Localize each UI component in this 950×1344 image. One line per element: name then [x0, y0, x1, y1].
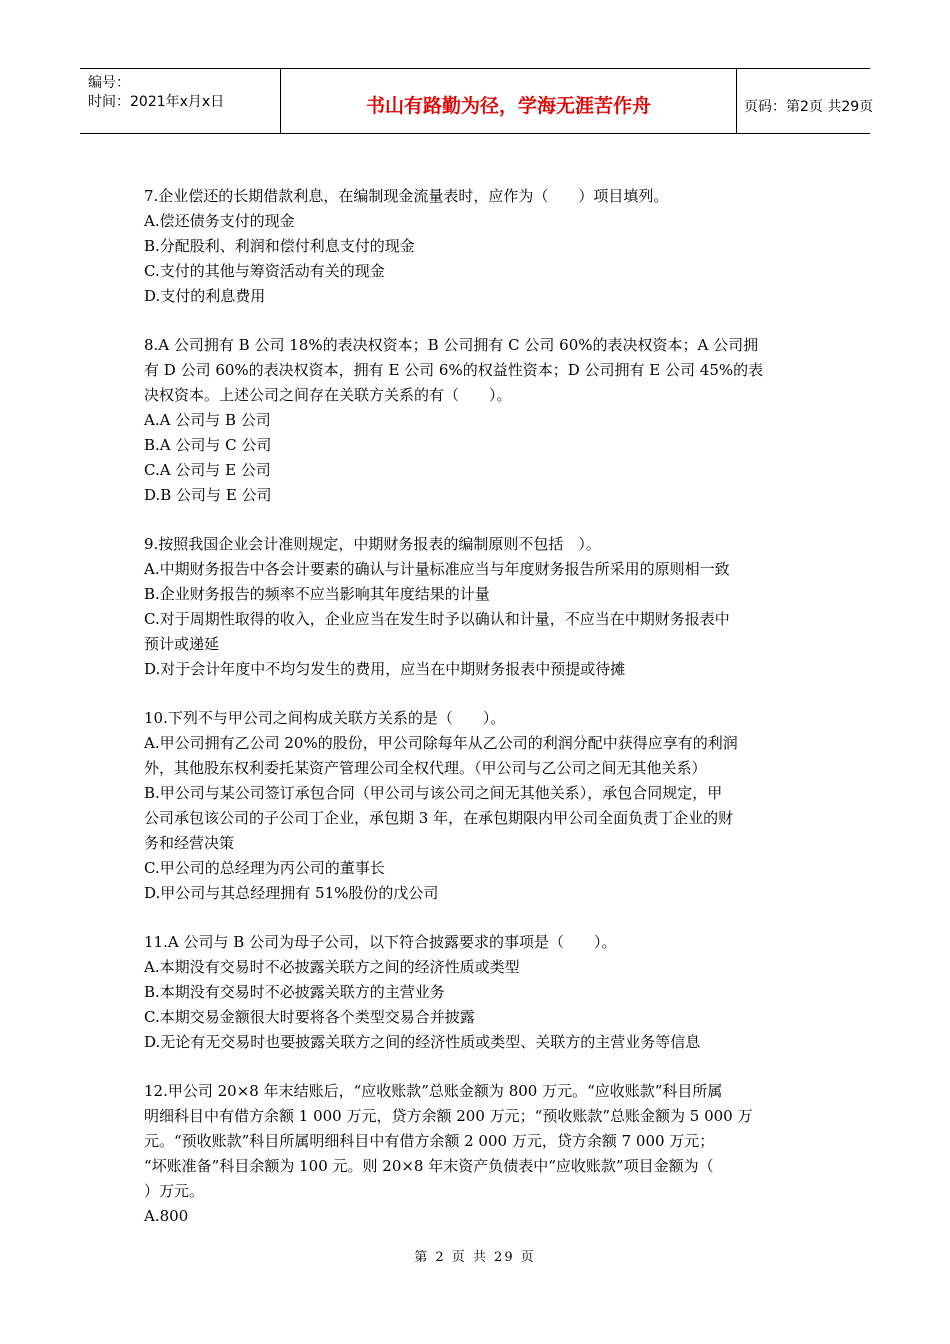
- question-12: [144, 1079, 810, 1229]
- option: A.800: [144, 1207, 189, 1225]
- option: B.A 公司与 C 公司: [144, 436, 272, 454]
- option: A.偿还债务支付的现金: [144, 212, 295, 230]
- option: A.本期没有交易时不必披露关联方之间的经济性质或类型: [144, 958, 520, 976]
- option: C.本期交易金额很大时要将各个类型交易合并披露: [144, 1008, 475, 1026]
- option: D.甲公司与其总经理拥有 51%股份的戊公司: [144, 884, 439, 902]
- option: D.无论有无交易时也要披露关联方之间的经济性质或类型、关联方的主营业务等信息: [144, 1033, 701, 1051]
- option: D.B 公司与 E 公司: [144, 486, 272, 504]
- option: A.A 公司与 B 公司: [144, 411, 271, 429]
- option: B.本期没有交易时不必披露关联方的主营业务: [144, 983, 445, 1001]
- question-stem: “坏账准备”科目余额为 100 元。则 20×8 年末资产负债表中“应收账款”项目金额为（: [144, 1157, 714, 1175]
- option: 预计或递延: [144, 635, 220, 653]
- question-list: [144, 184, 810, 1253]
- option: B.甲公司与某公司签订承包合同（甲公司与该公司之间无其他关系），承包合同规定，甲: [144, 784, 723, 802]
- option: A.中期财务报告中各会计要素的确认与计量标准应当与年度财务报告所采用的原则相一致: [144, 560, 730, 578]
- option: B.分配股利、利润和偿付利息支付的现金: [144, 237, 415, 255]
- option: C.支付的其他与筹资活动有关的现金: [144, 262, 385, 280]
- option: D.对于会计年度中不均匀发生的费用，应当在中期财务报表中预提或待摊: [144, 660, 626, 678]
- question-stem: 12.甲公司 20×8 年末结账后，“应收账款”总账金额为 800 万元。“应收账款”科目所属: [144, 1082, 723, 1100]
- option: D.支付的利息费用: [144, 287, 266, 305]
- question-stem: 10.下列不与甲公司之间构成关联方关系的是（ ）。: [144, 709, 506, 727]
- question-11: [144, 930, 810, 1055]
- question-stem: 9.按照我国企业会计准则规定，中期财务报表的编制原则不包括 ）。: [144, 535, 601, 553]
- question-stem: 7.企业偿还的长期借款利息，在编制现金流量表时，应作为（ ）项目填列。: [144, 187, 669, 205]
- option: A.甲公司拥有乙公司 20%的股份，甲公司除每年从乙公司的利润分配中获得应享有的利润: [144, 734, 738, 752]
- question-stem: 元。“预收账款”科目所属明细科目中有借方余额 2 000 万元，贷方余额 7 000 万元；: [144, 1132, 715, 1150]
- option: 外，其他股东权利委托某资产管理公司全权代理。（甲公司与乙公司之间无其他关系）: [144, 759, 707, 777]
- question-stem: 明细科目中有借方余额 1 000 万元，贷方余额 200 万元；“预收账款”总账金额为 5 000 万: [144, 1107, 753, 1125]
- question-stem: ）万元。: [144, 1182, 205, 1200]
- option: C.A 公司与 E 公司: [144, 461, 271, 479]
- question-9: [144, 532, 810, 682]
- page-header: [80, 68, 874, 134]
- option: C.对于周期性取得的收入，企业应当在发生时予以确认和计量，不应当在中期财务报表中: [144, 610, 730, 628]
- question-7: [144, 184, 810, 309]
- question-stem: 8.A 公司拥有 B 公司 18%的表决权资本；B 公司拥有 C 公司 60%的表决权资本；A 公司拥: [144, 336, 759, 354]
- question-8: [144, 333, 810, 508]
- question-stem: 11.A 公司与 B 公司为母子公司，以下符合披露要求的事项是（ ）。: [144, 933, 617, 951]
- header-motto-cell: [281, 69, 737, 133]
- option: 公司承包该公司的子公司丁企业，承包期 3 年，在承包期限内甲公司全面负责丁企业的财: [144, 809, 734, 827]
- page-footer: 第 2 页 共 29 页: [414, 1250, 536, 1265]
- option: B.企业财务报告的频率不应当影响其年度结果的计量: [144, 585, 490, 603]
- motto: 书山有路勤为径，学海无涯苦作舟: [365, 95, 651, 117]
- question-10: [144, 706, 810, 906]
- option: C.甲公司的总经理为丙公司的董事长: [144, 859, 385, 877]
- option: 务和经营决策: [144, 834, 235, 852]
- header-meta-cell: [80, 69, 281, 133]
- header-page-cell: [737, 69, 874, 133]
- time-label: 时间：2021年x月x日: [88, 94, 225, 110]
- page-info: 页码：第2页 共29页: [744, 99, 874, 115]
- question-stem: 决权资本。上述公司之间存在关联方关系的有（ ）。: [144, 386, 512, 404]
- code-label: 编号：: [88, 75, 130, 91]
- question-stem: 有 D 公司 60%的表决权资本，拥有 E 公司 6%的权益性资本；D 公司拥有 E 公司 45%的表: [144, 361, 764, 379]
